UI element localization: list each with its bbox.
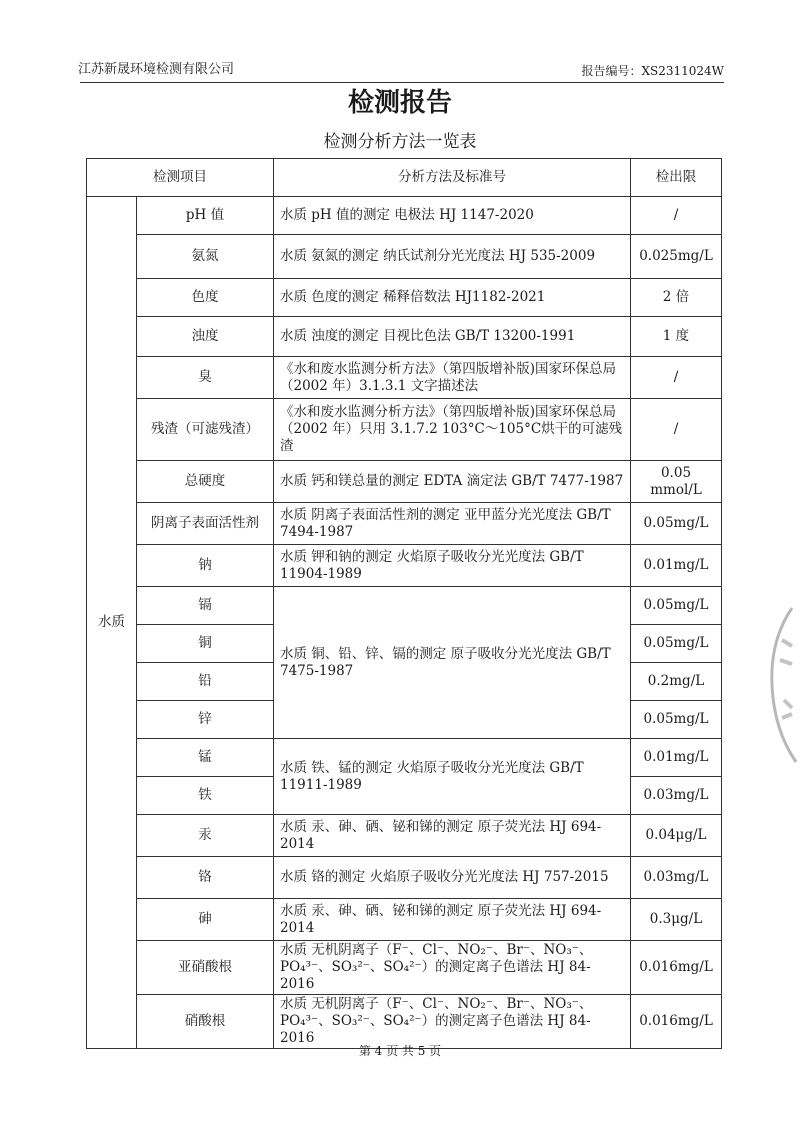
table-row — [87, 545, 722, 587]
table-row — [87, 899, 722, 941]
limit-cell: 0.016mg/L — [631, 995, 722, 1049]
header-method: 分析方法及标准号 — [274, 159, 631, 197]
table-row — [87, 279, 722, 317]
item-cell: 锰 — [137, 739, 274, 777]
header-item: 检测项目 — [87, 159, 274, 197]
limit-cell: 0.01mg/L — [631, 545, 722, 587]
method-cell: 水质 铁、锰的测定 火焰原子吸收分光光度法 GB/T 11911-1989 — [274, 739, 631, 815]
table-row — [87, 587, 722, 625]
header-limit: 检出限 — [631, 159, 722, 197]
method-cell: 水质 铬的测定 火焰原子吸收分光光度法 HJ 757-2015 — [274, 857, 631, 899]
limit-cell: / — [631, 357, 722, 399]
table-row — [87, 815, 722, 857]
item-cell: 阴离子表面活性剂 — [137, 503, 274, 545]
item-cell: 钠 — [137, 545, 274, 587]
method-cell: 水质 色度的测定 稀释倍数法 HJ1182-2021 — [274, 279, 631, 317]
method-cell: 水质 汞、砷、硒、铋和锑的测定 原子荧光法 HJ 694-2014 — [274, 815, 631, 857]
item-cell: 铅 — [137, 663, 274, 701]
method-cell: 《水和废水监测分析方法》（第四版增补版)国家环保总局（2002 年）3.1.3.1 文字描述法 — [274, 357, 631, 399]
methods-table — [86, 158, 722, 1049]
table-row — [87, 503, 722, 545]
item-cell: 残渣（可滤残渣） — [137, 399, 274, 461]
method-cell: 水质 pH 值的测定 电极法 HJ 1147-2020 — [274, 197, 631, 235]
limit-cell: / — [631, 197, 722, 235]
limit-cell: 0.05mg/L — [631, 701, 722, 739]
item-cell: 镉 — [137, 587, 274, 625]
method-cell: 水质 钙和镁总量的测定 EDTA 滴定法 GB/T 7477-1987 — [274, 461, 631, 503]
table-row — [87, 941, 722, 995]
method-cell: 水质 浊度的测定 目视比色法 GB/T 13200-1991 — [274, 317, 631, 357]
limit-cell: 0.03mg/L — [631, 857, 722, 899]
seal-stamp-fragment — [752, 600, 800, 770]
table-header-row — [87, 159, 722, 197]
limit-cell: 0.05mg/L — [631, 503, 722, 545]
item-cell: 总硬度 — [137, 461, 274, 503]
item-cell: 砷 — [137, 899, 274, 941]
method-cell: 水质 汞、砷、硒、铋和锑的测定 原子荧光法 HJ 694-2014 — [274, 899, 631, 941]
method-cell: 水质 无机阴离子（F⁻、Cl⁻、NO₂⁻、Br⁻、NO₃⁻、PO₄³⁻、SO₃²⁻、SO₄²⁻）的测定离子色谱法 HJ 84-2016 — [274, 995, 631, 1049]
limit-cell: 0.3μg/L — [631, 899, 722, 941]
table-row — [87, 357, 722, 399]
table-row — [87, 399, 722, 461]
limit-cell: 0.05 mmol/L — [631, 461, 722, 503]
method-cell: 水质 氨氮的测定 纳氏试剂分光光度法 HJ 535-2009 — [274, 235, 631, 279]
limit-cell: 1 度 — [631, 317, 722, 357]
item-cell: 硝酸根 — [137, 995, 274, 1049]
page-subtitle: 检测分析方法一览表 — [323, 132, 477, 152]
method-cell: 水质 无机阴离子（F⁻、Cl⁻、NO₂⁻、Br⁻、NO₃⁻、PO₄³⁻、SO₃²⁻、SO₄²⁻）的测定离子色谱法 HJ 84-2016 — [274, 941, 631, 995]
item-cell: 色度 — [137, 279, 274, 317]
item-cell: 锌 — [137, 701, 274, 739]
item-cell: 浊度 — [137, 317, 274, 357]
report-number: 报告编号：XS2311024W — [581, 64, 724, 78]
limit-cell: 0.025mg/L — [631, 235, 722, 279]
method-cell: 水质 钾和钠的测定 火焰原子吸收分光光度法 GB/T 11904-1989 — [274, 545, 631, 587]
table-row — [87, 461, 722, 503]
table-row — [87, 857, 722, 899]
limit-cell: 0.2mg/L — [631, 663, 722, 701]
table-row — [87, 235, 722, 279]
limit-cell: 0.05mg/L — [631, 625, 722, 663]
table-row — [87, 739, 722, 777]
method-cell: 水质 阴离子表面活性剂的测定 亚甲蓝分光光度法 GB/T 7494-1987 — [274, 503, 631, 545]
item-cell: 臭 — [137, 357, 274, 399]
item-cell: 铁 — [137, 777, 274, 815]
page-number: 第 4 页 共 5 页 — [358, 1044, 442, 1058]
item-cell: 铬 — [137, 857, 274, 899]
limit-cell: / — [631, 399, 722, 461]
method-cell: 《水和废水监测分析方法》（第四版增补版)国家环保总局（2002 年）只用 3.1.7.2 103°C～105°C烘干的可滤残渣 — [274, 399, 631, 461]
limit-cell: 0.01mg/L — [631, 739, 722, 777]
limit-cell: 2 倍 — [631, 279, 722, 317]
limit-cell: 0.03mg/L — [631, 777, 722, 815]
item-cell: 亚硝酸根 — [137, 941, 274, 995]
table-row — [87, 317, 722, 357]
limit-cell: 0.04μg/L — [631, 815, 722, 857]
company-name: 江苏新晟环境检测有限公司 — [78, 62, 235, 77]
method-cell: 水质 铜、铅、锌、镉的测定 原子吸收分光光度法 GB/T 7475-1987 — [274, 587, 631, 739]
item-cell: 汞 — [137, 815, 274, 857]
category-cell: 水质 — [87, 197, 137, 1049]
item-cell: 铜 — [137, 625, 274, 663]
item-cell: pH 值 — [137, 197, 274, 235]
table-row — [87, 995, 722, 1049]
table-row — [87, 197, 722, 235]
limit-cell: 0.05mg/L — [631, 587, 722, 625]
item-cell: 氨氮 — [137, 235, 274, 279]
limit-cell: 0.016mg/L — [631, 941, 722, 995]
page-title: 检测报告 — [347, 88, 452, 118]
